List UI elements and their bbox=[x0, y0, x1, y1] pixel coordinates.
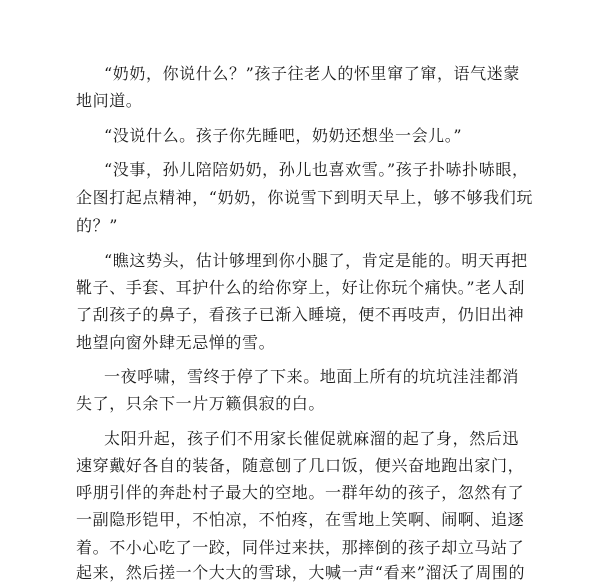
text-line: “没事，孙儿陪陪奶奶，孙儿也喜欢雪。”孩子扑哧扑哧眼， bbox=[104, 160, 529, 179]
text-line: 地问道。 bbox=[76, 91, 143, 110]
text-line: 靴子、手套、耳护什么的给你穿上，好让你玩个痛快。”老人刮 bbox=[76, 278, 525, 297]
text-line: 呼朋引伴的奔赴村子最大的空地。一群年幼的孩子，忽然有了 bbox=[76, 483, 525, 502]
text-line: 一副隐形铠甲，不怕凉，不怕疼，在雪地上笑啊、闹啊、追逐 bbox=[76, 510, 525, 529]
text-line: “没说什么。孩子你先睡吧，奶奶还想坐一会儿。” bbox=[104, 126, 463, 145]
text-line: 企图打起点精神，“奶奶，你说雪下到明天早上，够不够我们玩 bbox=[76, 188, 533, 207]
text-line: 起来，然后搓一个大大的雪球，大喊一声“看来”溜沃了周围的 bbox=[76, 563, 526, 582]
text-line: 地望向窗外肆无忌惮的雪。 bbox=[76, 333, 276, 352]
text-line: “瞧这势头，估计够埋到你小腿了，肯定是能的。明天再把 bbox=[104, 251, 528, 270]
text-line: 着。不小心吃了一跤，同伴过来扶，那摔倒的孩子却立马站了 bbox=[76, 538, 525, 557]
text-line: 了刮孩子的鼻子，看孩子已渐入睡境，便不再吱声，仍旧出神 bbox=[76, 305, 525, 324]
text-line: 太阳升起，孩子们不用家长催促就麻溜的起了身，然后迅 bbox=[104, 429, 520, 448]
text-line: “奶奶，你说什么？”孩子往老人的怀里窜了窜，语气迷蒙 bbox=[104, 64, 520, 83]
text-line: 速穿戴好各自的装备，随意刨了几口饭，便兴奋地跑出家门， bbox=[76, 456, 525, 475]
text-line: 失了，只余下一片万籁俱寂的白。 bbox=[76, 394, 326, 413]
text-line: 一夜呼啸，雪终于停了下来。地面上所有的坑坑洼洼都消 bbox=[104, 367, 520, 386]
text-line: 的？” bbox=[76, 216, 118, 235]
